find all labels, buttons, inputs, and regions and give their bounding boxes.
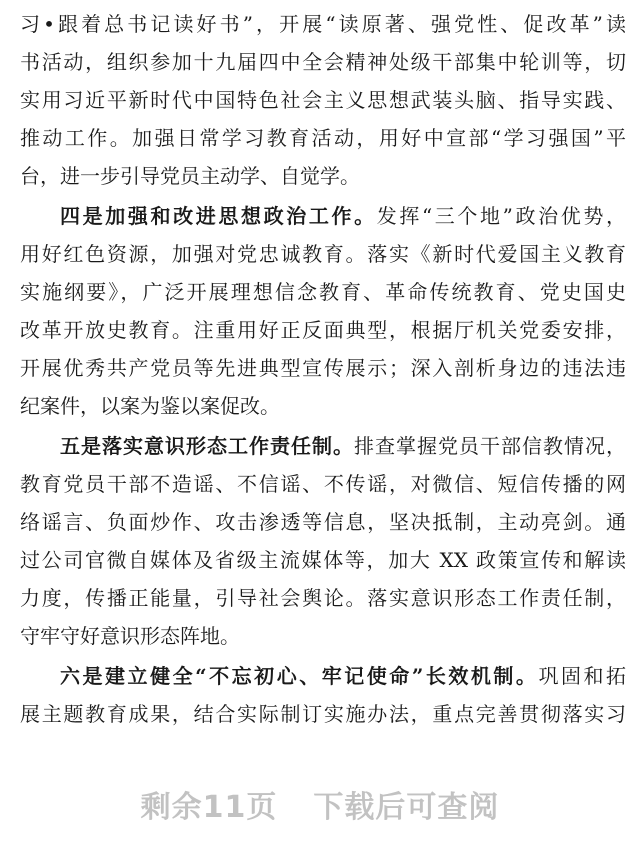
text-line-first bbox=[20, 427, 626, 465]
paragraph-lead-heading: 五是落实意识形态工作责任制。 bbox=[60, 434, 354, 458]
document-body bbox=[20, 0, 626, 733]
paragraph-lead-heading: 六是建立健全“不忘初心、牢记使命”长效机制。 bbox=[60, 664, 539, 688]
text-line: 书活动，组织参加十九届四中全会精神处级干部集中轮训等，切 bbox=[20, 50, 626, 74]
text-line: 力度，传播正能量，引导社会舆论。落实意识形态工作责任制， bbox=[20, 586, 626, 610]
text-line: 改革开放史教育。注重用好正反面典型，根据厅机关党委安排， bbox=[20, 318, 626, 342]
remaining-pages-text: 剩余11页 bbox=[140, 790, 278, 825]
text-line: 习•跟着总书记读好书”，开展“读原著、强党性、促改革”读 bbox=[20, 12, 626, 36]
text-line: 过公司官微自媒体及省级主流媒体等，加大 XX 政策宣传和解读 bbox=[20, 548, 626, 572]
text-line: 推动工作。加强日常学习教育活动，用好中宣部“学习强国”平 bbox=[20, 126, 626, 150]
text-line: 络谣言、负面炒作、攻击渗透等信息，坚决抵制，主动亮剑。通 bbox=[20, 510, 626, 534]
text-run: 排查掌握党员干部信教情况， bbox=[354, 434, 626, 458]
text-line: 教育党员干部不造谣、不信谣、不传谣，对微信、短信传播的网 bbox=[20, 472, 626, 496]
text-line: 纪案件，以案为鉴以案促改。 bbox=[20, 394, 280, 418]
text-line-first bbox=[20, 657, 626, 695]
text-line: 实用习近平新时代中国特色社会主义思想武装头脑、指导实践、 bbox=[20, 88, 626, 112]
paragraph-four bbox=[20, 197, 626, 425]
paragraph-continued bbox=[20, 5, 626, 195]
paragraph-five bbox=[20, 427, 626, 655]
text-run: 发挥“三个地”政治优势， bbox=[376, 204, 626, 228]
text-run: 巩固和拓 bbox=[538, 664, 626, 688]
paragraph-lead-heading: 四是加强和改进思想政治工作。 bbox=[60, 204, 377, 228]
text-line: 用好红色资源，加强对党忠诚教育。落实《新时代爱国主义教育 bbox=[20, 242, 626, 266]
paragraph-six bbox=[20, 657, 626, 733]
text-line: 展主题教育成果，结合实际制订实施办法，重点完善贯彻落实习 bbox=[20, 702, 626, 726]
text-line: 台，进一步引导党员主动学、自觉学。 bbox=[20, 164, 360, 188]
download-to-view-text: 下载后可查阅 bbox=[313, 790, 500, 825]
text-line: 开展优秀共产党员等先进典型宣传展示；深入剖析身边的违法违 bbox=[20, 356, 626, 380]
text-line: 实施纲要》，广泛开展理想信念教育、革命传统教育、党史国史 bbox=[20, 280, 626, 304]
text-line-first bbox=[20, 197, 626, 235]
text-line: 守牢守好意识形态阵地。 bbox=[20, 624, 240, 648]
download-prompt-banner[interactable] bbox=[0, 782, 640, 826]
